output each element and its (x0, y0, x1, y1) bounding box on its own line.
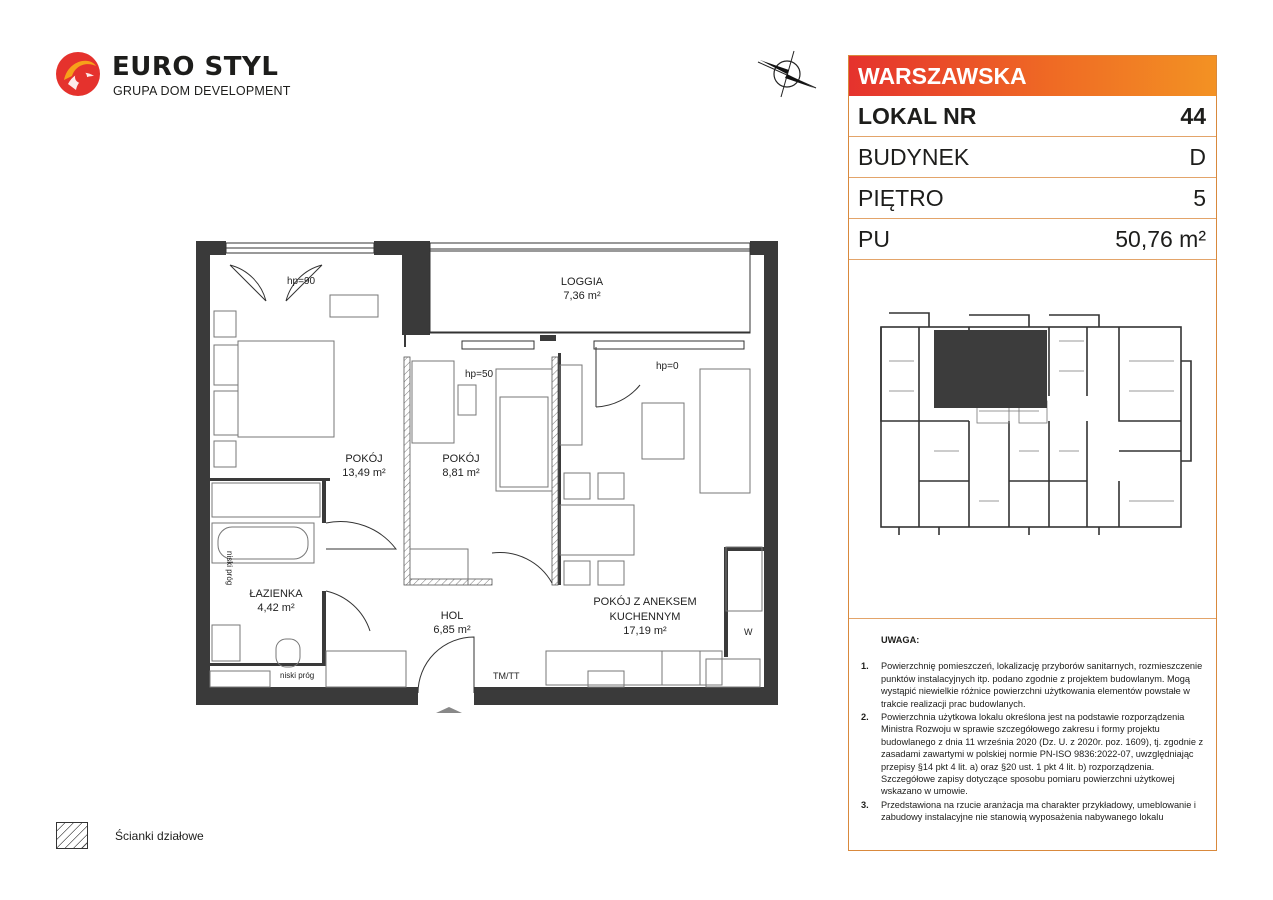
loggia-area: 7,36 m² (563, 290, 601, 302)
floor-key-plan (859, 301, 1209, 536)
brand-name: EURO STYL (112, 52, 279, 82)
partition-wall-legend-label: Ścianki działowe (115, 829, 204, 843)
room-name: POKÓJ (442, 453, 480, 465)
note-item (857, 711, 1207, 798)
building-value: D (1189, 144, 1206, 170)
bedroom-area: 13,49 m² (342, 467, 386, 479)
floor-value: 5 (1193, 185, 1206, 211)
brand-logo (54, 50, 314, 102)
exterior-walls (196, 241, 778, 705)
living-area: 17,19 m² (623, 625, 667, 637)
hall-name: HOL (440, 610, 464, 622)
area-row (849, 219, 1216, 260)
unit-number-row (849, 96, 1216, 137)
unit-number-label: LOKAL NR (858, 103, 977, 129)
note-item (857, 660, 1207, 710)
notes-heading: UWAGA: (881, 635, 920, 645)
investment-title: WARSZAWSKA (849, 56, 1216, 96)
area-label: PU (858, 226, 890, 252)
note-number: 3. (861, 799, 869, 810)
threshold-label-vertical: niski próg (225, 551, 234, 586)
window-height-label: hp=0 (656, 361, 679, 372)
notes-section (857, 634, 1207, 825)
unit-number-value: 44 (1180, 103, 1206, 129)
threshold-label: niski próg (280, 671, 315, 680)
north-arrow-icon (754, 48, 820, 100)
note-text: Przedstawiona na rzucie aranżacja ma charakter przykładowy, umeblowanie i zabudowy instalacyjne nie stanowią wyposażenia nabywanego lokalu (881, 799, 1196, 823)
bedroom-name: POKÓJ (345, 453, 383, 465)
living-name-line2: KUCHENNYM (609, 611, 681, 623)
partition-wall-legend-swatch (56, 822, 88, 849)
note-number: 2. (861, 712, 869, 723)
living-name-line1: POKÓJ Z ANEKSEM (593, 596, 697, 608)
unit-info-panel (848, 55, 1217, 851)
notes-divider (849, 618, 1216, 619)
building-row (849, 137, 1216, 178)
building-label: BUDYNEK (858, 144, 970, 170)
area-value: 50,76 m² (1115, 226, 1206, 252)
euro-styl-flame-icon (54, 50, 102, 98)
loggia-name: LOGGIA (560, 276, 604, 288)
window-height-label: hp=50 (465, 369, 494, 380)
note-item (857, 799, 1207, 824)
hall-area: 6,85 m² (433, 624, 471, 636)
tm-tt-label: TM/TT (493, 671, 520, 681)
bathroom-area: 4,42 m² (257, 602, 295, 614)
floor-label: PIĘTRO (858, 185, 944, 211)
ventilation-label: W (744, 627, 753, 637)
room-area: 8,81 m² (442, 467, 480, 479)
note-text: Powierzchnia użytkowa lokalu określona jest na podstawie rozporządzenia Ministra Rozwoju w sprawie szczegółowego zakresu i formy projektu budowlanego z dnia 11 września 2020 (Dz. U. z 2020r. poz. 1609), tj. zgodnie z zasadami zawartymi w polskiej normie PN-ISO 9836:2022-07, uwzględniając przepisy §14 pkt 4 lit. a) oraz §20 ust. 1 pkt 4 lit. b) rozporządzenia. Szczegółowe zapisy dotyczące sposobu pomiaru powierzchni użytkowej wskazano w umowie. (881, 712, 1204, 797)
bathroom-name: ŁAZIENKA (249, 588, 303, 600)
apartment-floor-plan (190, 235, 790, 720)
note-text: Powierzchnię pomieszczeń, lokalizację przyborów sanitarnych, rozmieszczenie punktów instalacyjnych itp. podano zgodnie z projektem budowlanym. Mogą wystąpić niewielkie różnice powierzchni użytkowania elementów powstałe w trakcie realizacji prac budowlanych. (881, 661, 1203, 709)
floor-row (849, 178, 1216, 219)
window-height-label: hp=90 (287, 276, 316, 287)
brand-tagline: GRUPA DOM DEVELOPMENT (113, 84, 291, 98)
note-number: 1. (861, 661, 869, 672)
